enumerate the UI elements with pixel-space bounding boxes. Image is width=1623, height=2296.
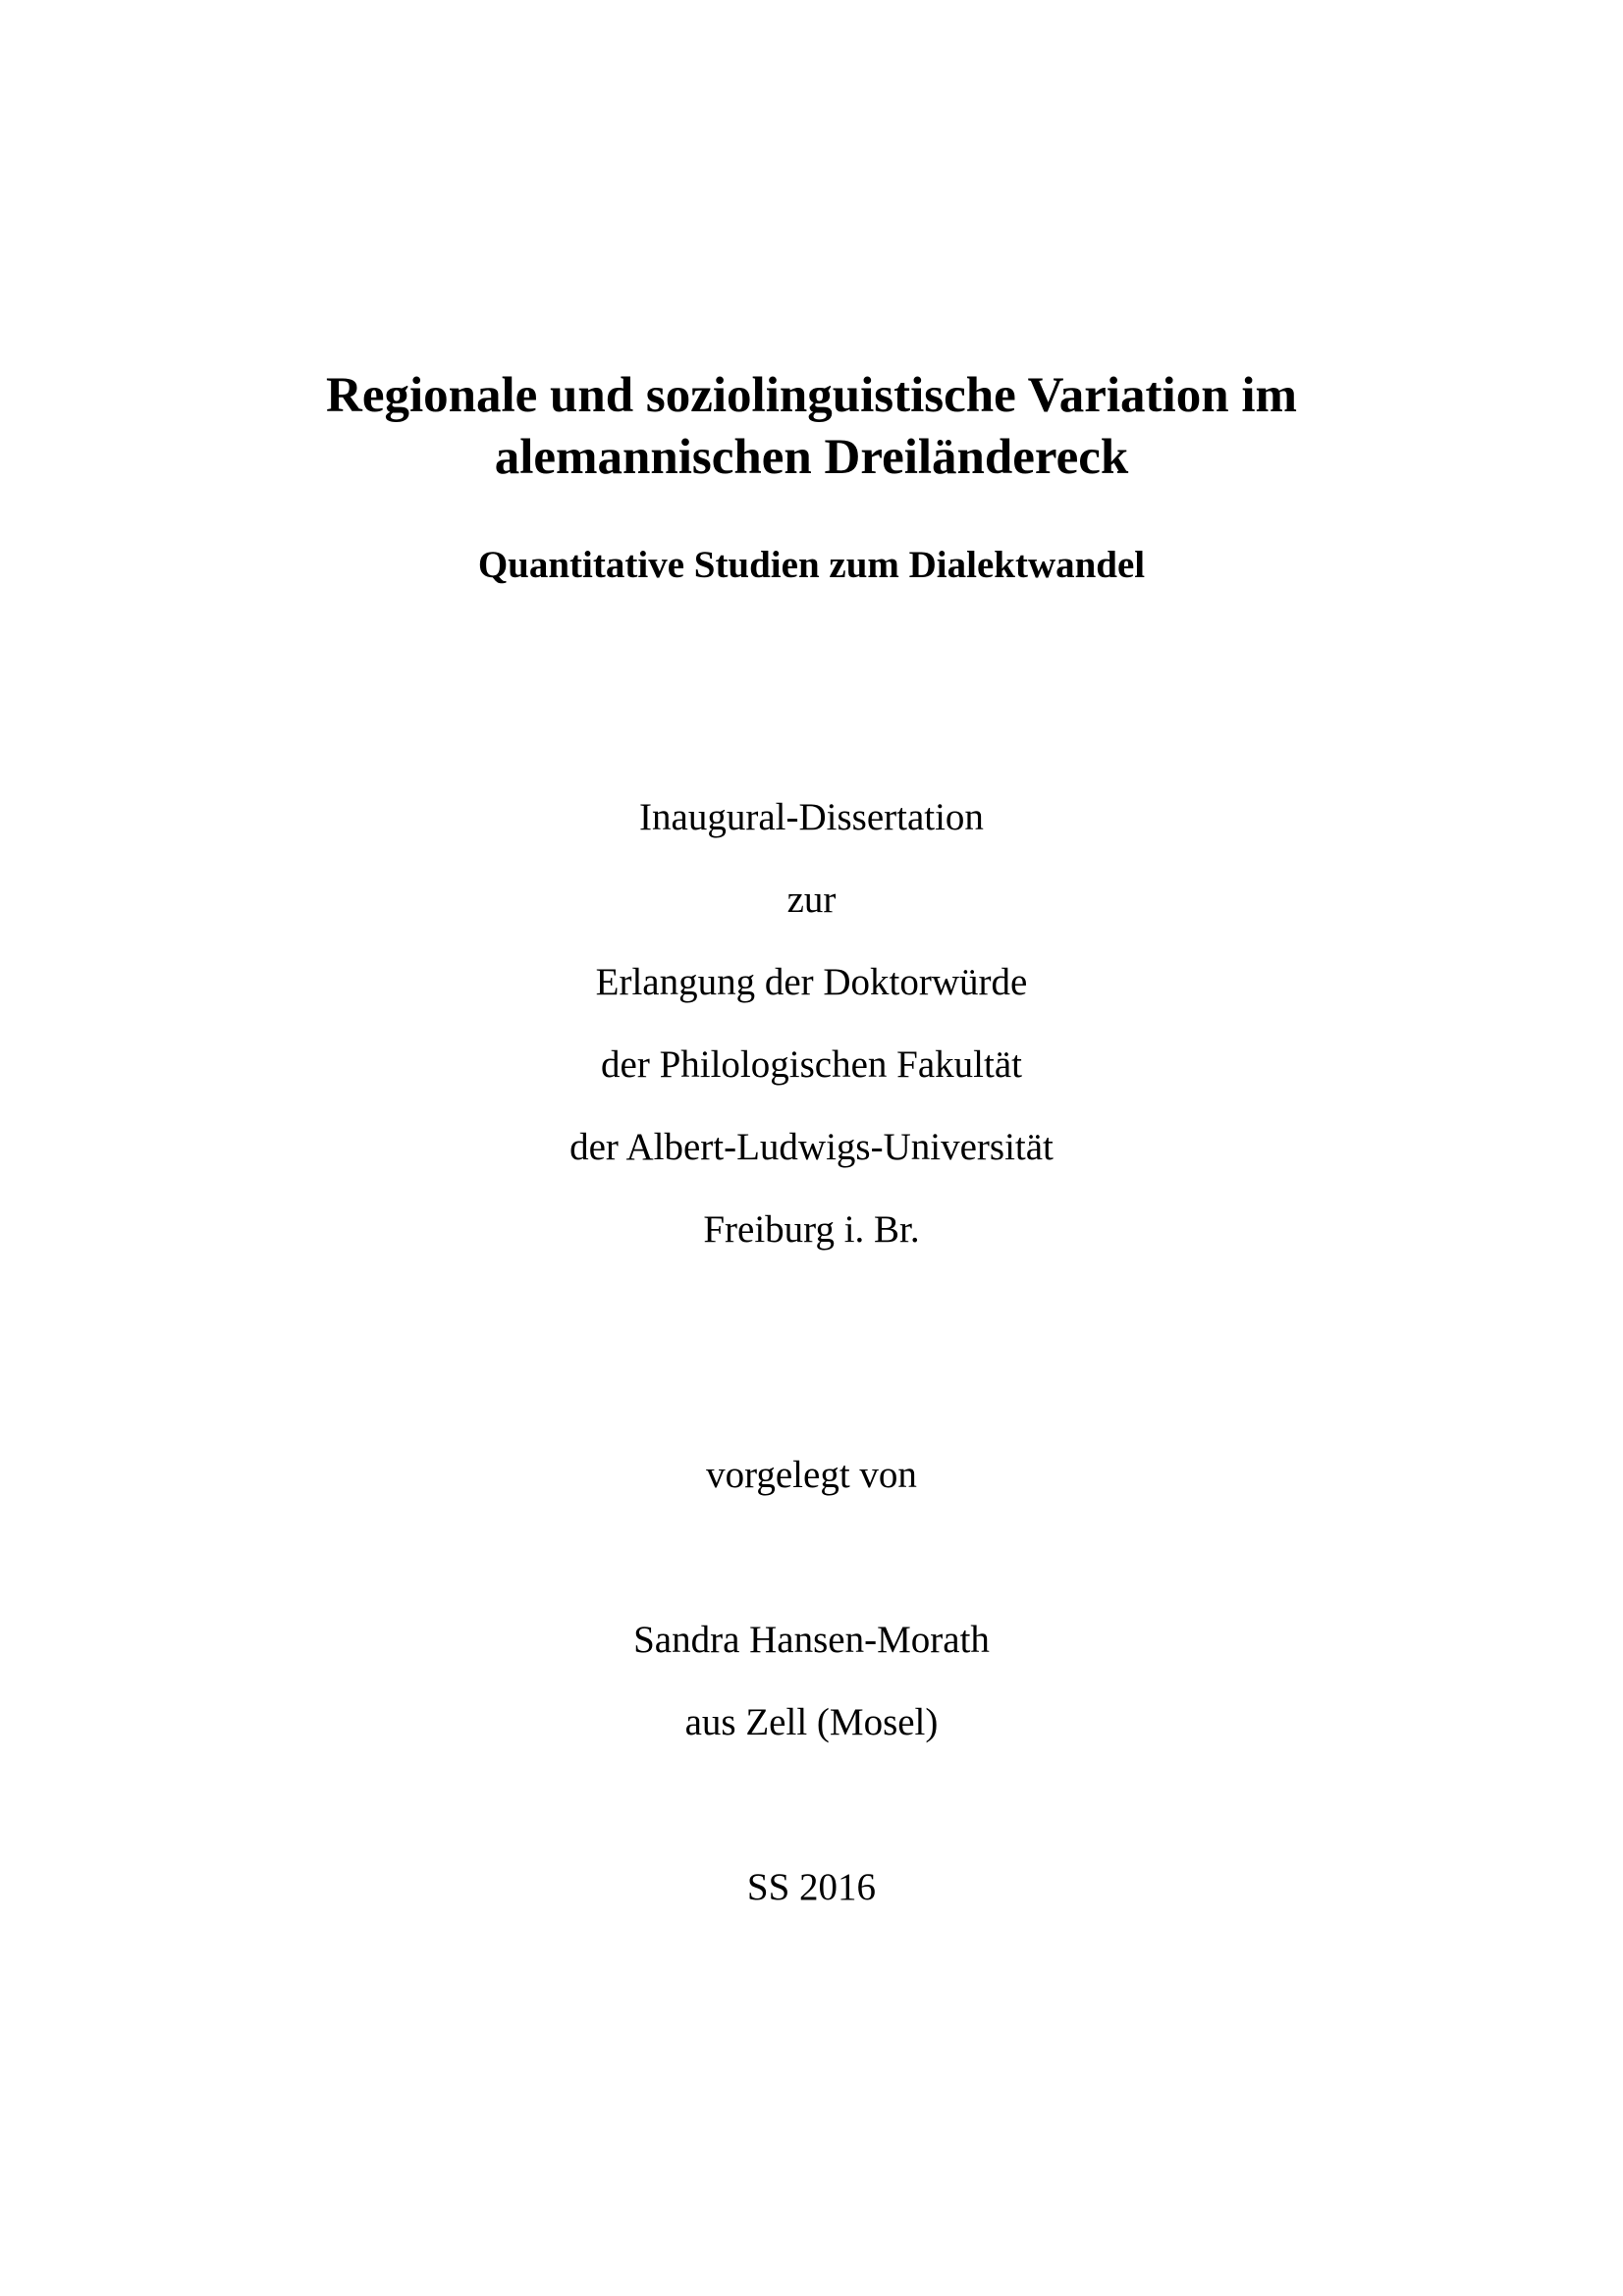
semester: SS 2016 [746,1866,877,1908]
title-line-2: alemannischen Dreiländereck [494,430,1129,485]
dissertation-line-4: der Philologischen Fakultät [601,1043,1022,1086]
subtitle: Quantitative Studien zum Dialektwandel [477,544,1146,586]
dissertation-line-1: Inaugural-Dissertation [639,796,984,838]
dissertation-line-2: zur [786,879,837,921]
dissertation-line-5: der Albert-Ludwigs-Universität [569,1126,1054,1168]
author-name: Sandra Hansen-Morath [633,1619,990,1661]
dissertation-line-6: Freiburg i. Br. [703,1208,920,1251]
author-origin: aus Zell (Mosel) [684,1701,939,1743]
title-line-1: Regionale und soziolinguistische Variation im [326,368,1297,423]
submitted-by: vorgelegt von [706,1454,917,1496]
dissertation-line-3: Erlangung der Doktorwürde [595,961,1028,1003]
